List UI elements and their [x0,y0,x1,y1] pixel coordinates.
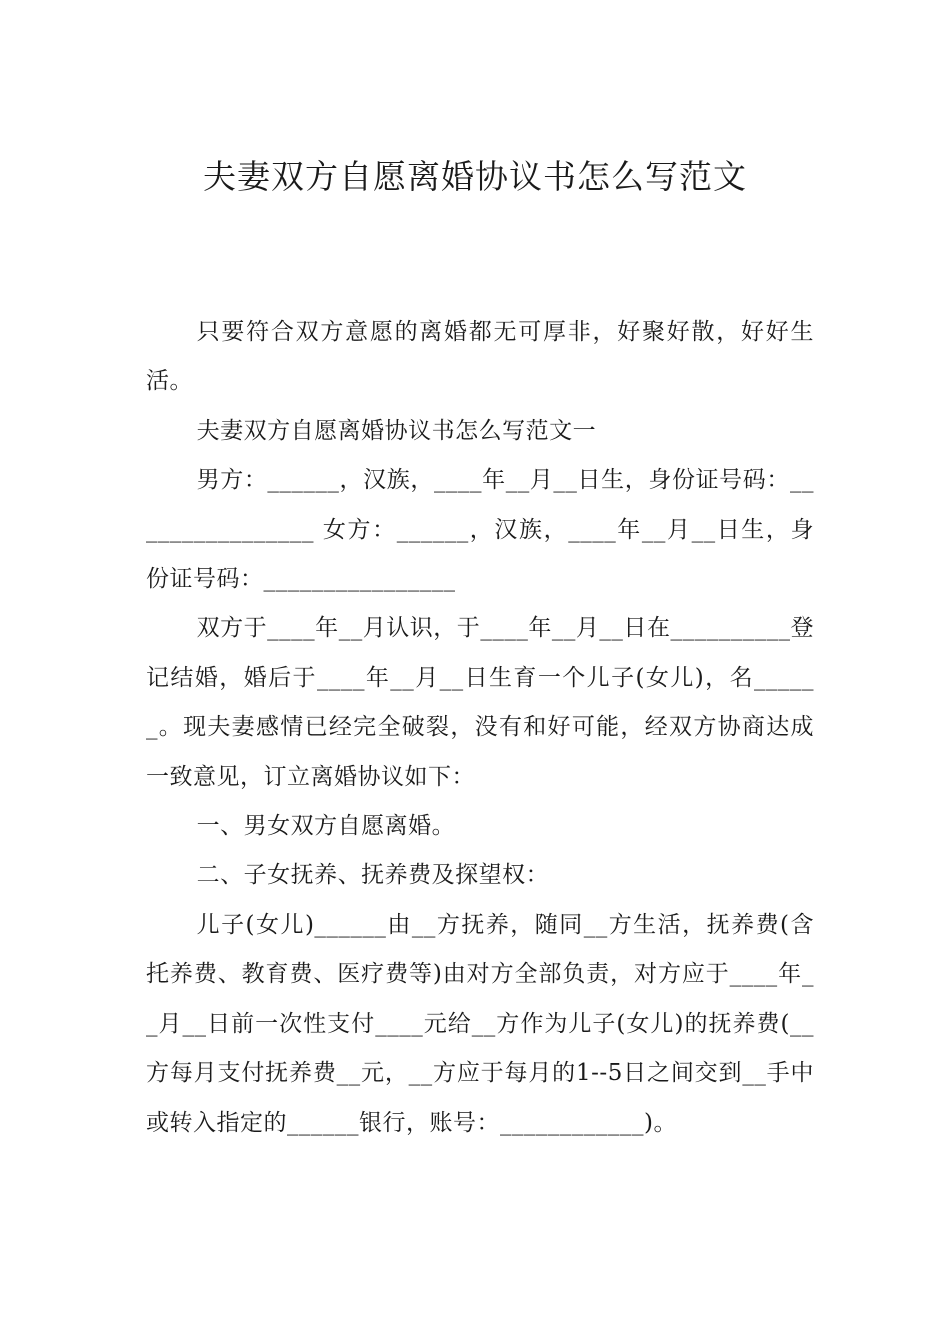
document-body [146,308,814,1148]
document-title: 夫妻双方自愿离婚协议书怎么写范文 [203,157,747,196]
paragraph-marriage-info: 双方于____年__月认识，于____年__月__日在__________登记结婚，婚后于____年__月__日生育一个儿子(女儿)，名______。现夫妻感情已经完全破裂，没有和好可能，经双方协商达成一致意见，订立离婚协议如下： [146,615,814,790]
paragraph-clause-2: 二、子女抚养、抚养费及探望权： [196,862,550,889]
paragraph-child-support: 儿子(女儿)______由__方抚养，随同__方生活，抚养费(含托养费、教育费、医疗费等)由对方全部负责，对方应于____年__月__日前一次性支付____元给__方作为儿子(女儿)的抚养费(__方每月支付抚养费__元，__方应于每月的1--5日之间交到__手中或转入指定的______银行，账号：____________)。 [146,911,814,1136]
paragraph-intro: 只要符合双方意愿的离婚都无可厚非，好聚好散，好好生活。 [146,319,814,395]
paragraph-party-info: 男方：______，汉族，____年__月__日生，身份证号码：________________ 女方：______，汉族，____年__月__日生，身份证号码：________________ [146,467,814,593]
paragraph-clause-1: 一、男女双方自愿离婚。 [196,813,456,840]
paragraph-section-heading: 夫妻双方自愿离婚协议书怎么写范文一 [196,417,597,444]
